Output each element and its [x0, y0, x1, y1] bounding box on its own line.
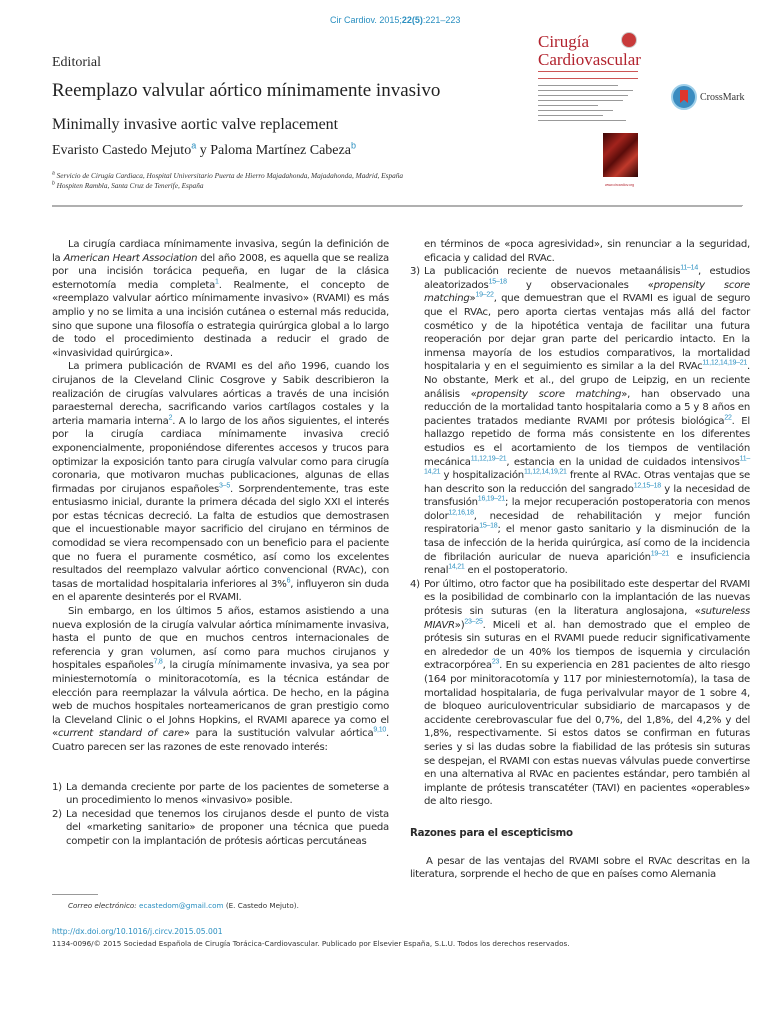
author-name: Paloma Martínez Cabeza — [210, 143, 351, 158]
section-label: Editorial — [52, 55, 101, 70]
reference-link[interactable]: 16,19–21 — [477, 495, 505, 503]
affiliation-a — [52, 171, 403, 181]
reference-link[interactable]: 1 — [215, 278, 219, 286]
reference-link[interactable]: 15–18 — [488, 278, 507, 286]
affiliation-marker[interactable]: a — [191, 140, 197, 151]
list-text: Por último, otro factor que ha posibilitado este despertar del RVAMI es la posibilidad de combinarlo con la implantación de las nuevas prótesis sin suturas (en la literatura anglosajona, «sutureless MIAVR»)$^{23-25}$. Miceli et al. han demostrado que el empleo de prótesis sin suturas en el RVAMI puede reducir significativamente en alrededor de un 40% los tiempos de isquemia y circulación extracorpórea$^{23}$. En su experiencia en 281 pacientes de alto riesgo (164 por minitoracotomía y 117 por miniesternotomía), la tasa de mortalidad hospitalaria, de fuga perivalvular mayor de 1 sobre 4, de bloqueo auriculoventricular subsidiario de marcapasos y de accidente cerebrovascular fue del 0,7%, del 1,8%, del 4,2% y del 1,8%, respectivamente. Si estos datos se confirman en futuras series y si las dudas sobre la fiabilidad de las prótesis sin suturas se despejan, el RVAMI con estas nuevas válvulas puede convertirse en una alternativa al RVAc en pacientes estándar, pero también al implante de prótesis transcatéter (TAVI) en pacientes «operables» de alto riesgo. — [424, 578, 750, 808]
affiliation-b — [52, 181, 403, 191]
reference-link[interactable]: 11–14,21 — [424, 455, 750, 476]
email-link[interactable]: ecastedom@gmail.com — [139, 901, 224, 910]
affiliation-marker: b — [52, 180, 55, 187]
email-owner: (E. Castedo Mejuto). — [223, 901, 299, 910]
reference-link[interactable]: 9,10 — [373, 727, 387, 735]
reference-link[interactable]: 11,12,14,19,21 — [523, 468, 567, 476]
list-item — [410, 578, 750, 809]
article-title: Reemplazo valvular aórtico mínimamente invasivo — [52, 80, 441, 101]
list-item — [52, 808, 389, 849]
list-item — [52, 781, 389, 808]
reference-link[interactable]: 23 — [491, 659, 500, 667]
citation-volume: 22(5) — [401, 15, 423, 25]
list-item — [410, 265, 750, 578]
article-title-english: Minimally invasive aortic valve replacement — [52, 116, 339, 133]
reference-link[interactable]: 2 — [168, 414, 173, 422]
reference-link[interactable]: 7,8 — [153, 659, 163, 667]
paragraph: La cirugía cardiaca mínimamente invasiva, según la definición de la American Heart Association del año 2008, es aquella que se realiza por una incisión torácica pequeña, en lugar de la clásica esternotomía media completa$^1$. Realmente, el concepto de «reemplazo valvular aórtico mínimamente invasivo» (RVAMI) es más amplio y no se limita a una incisión cutánea o esternal más reducida, sino que supone una filosofía o estrategia quirúrgica global a lo largo de todo el procedimiento destinada a reducir el grado de «invasividad quirúrgica». — [52, 239, 389, 359]
affiliation-marker[interactable]: b — [350, 140, 356, 151]
journal-name-line2: Cardiovascular — [538, 50, 641, 69]
list-number: 3) — [410, 266, 420, 278]
journal-name-line1: Cirugía — [538, 32, 589, 51]
reference-link[interactable]: 19–22 — [475, 292, 494, 300]
reference-link[interactable]: 6 — [286, 577, 291, 585]
doi-link[interactable]: http://dx.doi.org/10.1016/j.circv.2015.05.001 — [52, 927, 223, 936]
journal-cover-image[interactable] — [533, 25, 643, 190]
journal-url: www.circardiov.org — [605, 183, 635, 187]
author-conjunction: y — [196, 143, 211, 158]
list-number: 4) — [410, 578, 420, 590]
crossmark-button[interactable] — [671, 84, 744, 110]
body-column-right — [410, 238, 750, 882]
section-heading: Razones para el escepticismo — [410, 827, 573, 839]
crossmark-icon — [671, 84, 697, 110]
journal-subtitle-band — [538, 71, 638, 79]
email-label: Correo electrónico: — [68, 901, 140, 910]
author-name: Evaristo Castedo Mejuto — [52, 143, 192, 158]
paragraph: La primera publicación de RVAMI es del año 1996, cuando los cirujanos de la Cleveland Clinic Cosgrove y Sabik describieron la realización de cirugías valvulares aórticas a través de una incisión paraesternal derecha, sacrificando varios cartílagos costales y la arteria mamaria interna$^2$. A lo largo de los años siguientes, el interés por la cirugía cardiaca mínimamente invasiva creció exponencialmente, proponiéndose diferentes accesos y trucos para optimizar la exposición tanto para cirugía valvular como para cirugía coronaria, que motivaron muchas publicaciones, algunas de ellas firmadas por cirujanos españoles$^{3-5}$. Sorprendentemente, tras este entusiasmo inicial, durante la primera década del siglo XXI el interés por estas técnicas decreció. La falta de estudios que demostrasen que el incuestionable mayor sacrificio del cirujano en términos de comodidad se viera recompensado con un beneficio para el paciente que no fuera el puramente cosmético, así como los excelentes resultados del reemplazo valvular aórtico convencional (RVAc), con tasas de mortalidad hospitalaria inferiores al 3%$^6$, influyeron sin duda en el aparente desinterés por el RVAMI. — [52, 361, 390, 604]
footnote-divider — [52, 894, 98, 895]
paragraph: A pesar de las ventajas del RVAMI sobre el RVAc descritas en la literatura, sorprende el hecho de que en países como Alemania — [410, 855, 750, 881]
reference-link[interactable]: 15–18 — [479, 523, 498, 531]
cover-divider — [498, 205, 743, 206]
reference-link[interactable]: 22 — [724, 414, 732, 422]
crossmark-label: CrossMark — [700, 91, 745, 103]
cover-medical-image — [603, 133, 638, 177]
journal-name — [538, 33, 641, 69]
author-list — [52, 140, 356, 159]
reference-link[interactable]: 11,12,19–21 — [470, 455, 507, 463]
reference-link[interactable]: 14,21 — [448, 563, 465, 571]
list-item-continuation: en términos de «poca agresividad», sin renunciar a la seguridad, eficacia y calidad del RVAc. — [424, 239, 750, 264]
cover-table-of-contents — [538, 85, 638, 125]
affiliation-text: Hospiten Rambla, Santa Cruz de Tenerife, España — [56, 181, 204, 190]
reference-link[interactable]: 12,16,18 — [448, 509, 474, 517]
journal-citation[interactable] — [330, 15, 460, 25]
paragraph: Sin embargo, en los últimos 5 años, estamos asistiendo a una nueva explosión de la cirugía valvular aórtica mínimamente invasiva, hasta el punto de que en muchos centros internacionales de referencia y gran volumen, así como para muchos cirujanos y hospitales españoles$^{7,8}$, la cirugía mínimamente invasiva, ya sea por miniesternotomía o minitoracotomía, es la técnica estándar de elección para reemplazar la válvula aórtica. De hecho, en la página web de muchos hospitales norteamericanos de gran prestigio como la Cleveland Clinic o el Johns Hopkins, el RVAMI aparece ya como el «current standard of care» para la sustitución valvular aórtica$^{9,10}$. Cuatro parecen ser las razones de este renovado interés: — [52, 606, 390, 753]
body-column-left — [52, 238, 389, 849]
list-text: La necesidad que tenemos los cirujanos desde el punto de vista del «marketing sanitario» de proponer una técnica que pueda competir con la implantación de prótesis aórticas percutáneas — [66, 808, 389, 847]
reference-link[interactable]: 12,15–18 — [633, 482, 661, 490]
affiliation-text: Servicio de Cirugía Cardiaca, Hospital Universitario Puerta de Hierro Majadahonda, Majadahonda, Madrid, España — [56, 171, 404, 180]
reference-link[interactable]: 23–25 — [464, 618, 483, 626]
copyright-notice: 1134-0096/© 2015 Sociedad Española de Cirugía Torácica-Cardiovascular. Publicado por Elsevier España, S.L.U. Todos los derechos reservados. — [52, 939, 570, 948]
reference-link[interactable]: 19–21 — [650, 550, 669, 558]
list-number: 2) — [52, 808, 62, 820]
list-number: 1) — [52, 781, 62, 793]
citation-pages: :221–223 — [422, 15, 461, 25]
affiliation-marker: a — [52, 170, 55, 177]
list-text: La demanda creciente por parte de los pacientes de someterse a un procedimiento lo menos «invasivo» posible. — [66, 781, 389, 807]
corresponding-author-footnote — [68, 901, 299, 910]
affiliations — [52, 171, 403, 191]
citation-year: Cir Cardiov. 2015; — [330, 15, 402, 25]
reference-link[interactable]: 3–5 — [219, 482, 230, 490]
reference-link[interactable]: 11–14 — [680, 264, 698, 272]
list-text: La publicación reciente de nuevos metaanálisis$^{11-14}$, estudios aleatorizados$^{15-18}$ y observacionales «propensity score matching»$^{19-22}$, que demuestran que el RVAMI es igual de seguro que el RVAc, pero aporta ciertas ventajas más allá del factor cosmético y de la hipotética ventaja de facilitar una futura reoperación por dejar gran parte del pericardio intacto. En la inmensa mayoría de los estudios comparativos, la mortalidad hospitalaria y en el seguimiento es similar a la del RVAc$^{11,12,14,19-21}$. No obstante, Merk et al., del grupo de Leipzig, en un reciente análisis «propensity score matching», han observado una reducción de la mortalidad tanto hospitalaria como a 5 y 8 años en pacientes tratados mediante RVAMI por prótesis biológica$^{22}$. El hallazgo repetido de forma más consistente en los diferentes estudios es el acortamiento de los tiempos de ventilación mecánica$^{11,12,19-21}$, estancia en la unidad de cuidados intensivos$^{11-14,21}$ y hospitalización$^{11,12,14,19,21}$ frente al RVAc. Otras ventajas que se han descrito son la reducción del sangrado$^{12,15-18}$ y la necesidad de transfusión$^{16,19-21}$; la mejor recuperación postoperatoria con menos dolor$^{12,16,18}$, necesidad de rehabilitación y mejor función respiratoria$^{15-18}$; el menor gasto sanitario y la disminución de la tasa de infección de la herida quirúrgica, así como de la incidencia de fibrilación auricular de nueva aparición$^{19-21}$ e insuficiencia renal$^{14,21}$ en el postoperatorio. — [424, 264, 751, 577]
reference-link[interactable]: 11,12,14,19–21 — [702, 359, 748, 367]
